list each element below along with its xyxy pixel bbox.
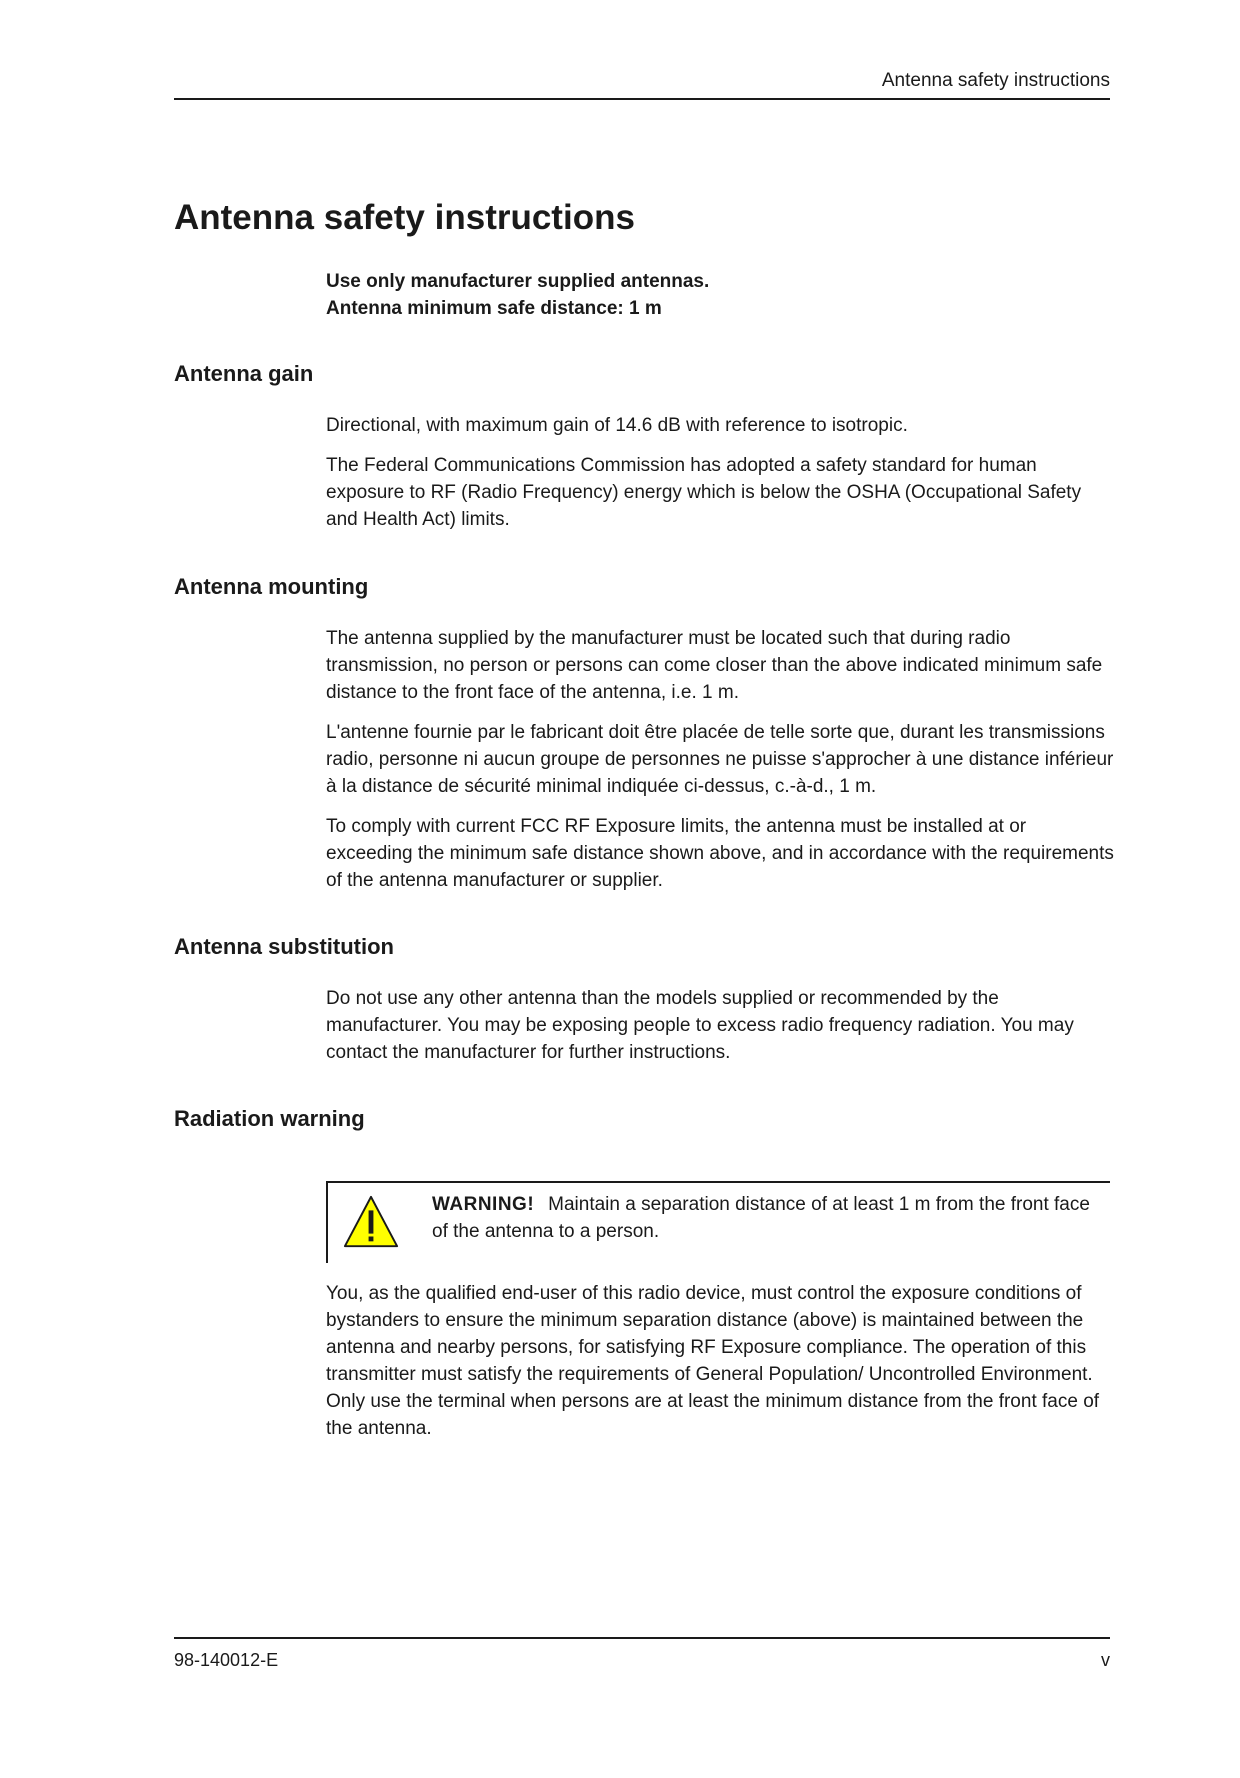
footer-page-number: v [1101, 1650, 1110, 1670]
section-heading-radiation-warning: Radiation warning [174, 1106, 365, 1131]
section-body-antenna-substitution [326, 985, 1116, 1079]
paragraph: Directional, with maximum gain of 14.6 dB with reference to isotropic. [326, 415, 908, 436]
warning-text [432, 1191, 1108, 1245]
paragraph: The antenna supplied by the manufacturer must be located such that during radio transmission, no person or persons can come closer than the above indicated minimum safe distance to the front face of the antenna, i.e. 1 m. [326, 628, 1103, 703]
intro-line-antennas: Use only manufacturer supplied antennas. [326, 271, 710, 292]
section-heading-antenna-mounting: Antenna mounting [174, 574, 369, 599]
running-header: Antenna safety instructions [881, 70, 1110, 91]
warning-box [326, 1181, 1110, 1263]
intro-block [326, 268, 709, 322]
warning-label: WARNING! [432, 1194, 535, 1215]
warning-triangle-icon [342, 1193, 400, 1251]
paragraph: The Federal Communications Commission has adopted a safety standard for human exposure to RF (Radio Frequency) energy which is below the OSHA (Occupational Safety and Health Act) limits. [326, 455, 1082, 530]
section-heading-antenna-gain: Antenna gain [174, 361, 314, 386]
section-body-antenna-gain [326, 412, 1116, 546]
intro-line-distance: Antenna minimum safe distance: 1 m [326, 298, 662, 319]
page-title: Antenna safety instructions [174, 198, 635, 237]
section-body-antenna-mounting [326, 625, 1116, 907]
section-heading-antenna-substitution: Antenna substitution [174, 934, 394, 959]
paragraph: To comply with current FCC RF Exposure limits, the antenna must be installed at or exceeding the minimum safe distance shown above, and in accordance with the requirements of the antenna manufacturer or supplier. [326, 816, 1114, 891]
paragraph: L'antenne fournie par le fabricant doit être placée de telle sorte que, durant les transmissions radio, personne ni aucun groupe de personnes ne puisse s'approcher à une distance inférieur à la distance de sécurité minimal indiquée ci-dessus, c.-à-d., 1 m. [326, 722, 1114, 797]
paragraph: Do not use any other antenna than the models supplied or recommended by the manufacturer. You may be exposing people to excess radio frequency radiation. You may contact the manufacturer for further instructions. [326, 988, 1074, 1063]
radiation-warning-body: You, as the qualified end-user of this radio device, must control the exposure conditions of bystanders to ensure the minimum separation distance (above) is maintained between the antenna and nearby persons, for satisfying RF Exposure compliance. The operation of this transmitter must satisfy the requirements of General Population/ Uncontrolled Environment. Only use the terminal when persons are at least the minimum distance from the front face of the antenna. [326, 1283, 1100, 1439]
footer-rule [174, 1637, 1110, 1639]
header-rule [174, 98, 1110, 100]
footer-doc-number: 98-140012-E [174, 1650, 279, 1670]
warning-message: Maintain a separation distance of at least 1 m from the front face of the antenna to a person. [432, 1194, 1090, 1242]
